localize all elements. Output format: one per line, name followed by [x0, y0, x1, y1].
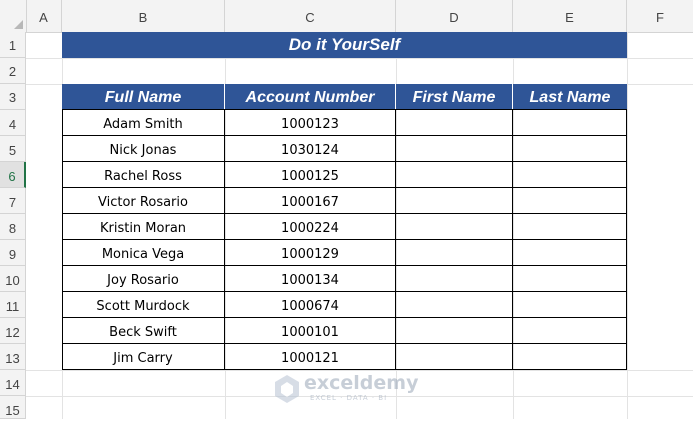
select-all-button[interactable]: [0, 0, 27, 32]
cell-account-number[interactable]: 1000123: [225, 110, 396, 136]
watermark-name: exceldemy: [304, 372, 419, 394]
watermark-tagline: EXCEL · DATA · BI: [310, 394, 388, 402]
cell-account-number[interactable]: 1000674: [225, 292, 396, 318]
cell-full-name[interactable]: Adam Smith: [62, 110, 225, 136]
cell-full-name[interactable]: Rachel Ross: [62, 162, 225, 188]
row-header-5[interactable]: 5: [0, 136, 26, 162]
page-title[interactable]: Do it YourSelf: [62, 32, 627, 58]
cell-first-name[interactable]: [396, 318, 513, 344]
column-header-e[interactable]: E: [513, 0, 627, 32]
cell-last-name[interactable]: [513, 136, 627, 162]
cell-first-name[interactable]: [396, 188, 513, 214]
cell-last-name[interactable]: [513, 292, 627, 318]
cell-first-name[interactable]: [396, 136, 513, 162]
header-last-name[interactable]: Last Name: [513, 84, 627, 110]
column-header-b[interactable]: B: [62, 0, 225, 32]
row-header-3[interactable]: 3: [0, 84, 26, 110]
cell-full-name[interactable]: Nick Jonas: [62, 136, 225, 162]
row-header-15[interactable]: 15: [0, 396, 26, 419]
cell-account-number[interactable]: 1030124: [225, 136, 396, 162]
exceldemy-logo-icon: [274, 374, 300, 404]
row-header-12[interactable]: 12: [0, 318, 26, 344]
row-header-4[interactable]: 4: [0, 110, 26, 136]
cell-last-name[interactable]: [513, 214, 627, 240]
cell-last-name[interactable]: [513, 162, 627, 188]
cell-full-name[interactable]: Kristin Moran: [62, 214, 225, 240]
cell-full-name[interactable]: Scott Murdock: [62, 292, 225, 318]
cell-full-name[interactable]: Jim Carry: [62, 344, 225, 370]
column-header-f[interactable]: F: [656, 10, 664, 25]
cell-account-number[interactable]: 1000125: [225, 162, 396, 188]
header-full-name[interactable]: Full Name: [62, 84, 225, 110]
cell-first-name[interactable]: [396, 240, 513, 266]
cell-first-name[interactable]: [396, 344, 513, 370]
column-header-a[interactable]: A: [26, 0, 62, 32]
watermark: [274, 372, 424, 408]
cell-first-name[interactable]: [396, 266, 513, 292]
cell-first-name[interactable]: [396, 292, 513, 318]
row-header-11[interactable]: 11: [0, 292, 26, 318]
cell-last-name[interactable]: [513, 188, 627, 214]
cell-account-number[interactable]: 1000101: [225, 318, 396, 344]
cell-first-name[interactable]: [396, 162, 513, 188]
cell-last-name[interactable]: [513, 266, 627, 292]
column-header-d[interactable]: D: [396, 0, 513, 32]
row-header-7[interactable]: 7: [0, 188, 26, 214]
cell-full-name[interactable]: Beck Swift: [62, 318, 225, 344]
cell-account-number[interactable]: 1000224: [225, 214, 396, 240]
cell-account-number[interactable]: 1000121: [225, 344, 396, 370]
cell-account-number[interactable]: 1000134: [225, 266, 396, 292]
row-header-14[interactable]: 14: [0, 370, 26, 396]
cell-full-name[interactable]: Victor Rosario: [62, 188, 225, 214]
row-header-10[interactable]: 10: [0, 266, 26, 292]
cell-first-name[interactable]: [396, 214, 513, 240]
cell-full-name[interactable]: Monica Vega: [62, 240, 225, 266]
cell-last-name[interactable]: [513, 240, 627, 266]
row-header-9[interactable]: 9: [0, 240, 26, 266]
row-header-8[interactable]: 8: [0, 214, 26, 240]
header-account-number[interactable]: Account Number: [225, 84, 396, 110]
cell-last-name[interactable]: [513, 110, 627, 136]
row-header-1[interactable]: 1: [0, 32, 26, 58]
cell-first-name[interactable]: [396, 110, 513, 136]
cell-full-name[interactable]: Joy Rosario: [62, 266, 225, 292]
row-header-2[interactable]: 2: [0, 58, 26, 84]
row-header-13[interactable]: 13: [0, 344, 26, 370]
row-header-6[interactable]: 6: [0, 162, 26, 188]
cell-account-number[interactable]: 1000167: [225, 188, 396, 214]
header-first-name[interactable]: First Name: [396, 84, 513, 110]
cell-last-name[interactable]: [513, 318, 627, 344]
column-header-c[interactable]: C: [225, 0, 396, 32]
cell-last-name[interactable]: [513, 344, 627, 370]
cell-account-number[interactable]: 1000129: [225, 240, 396, 266]
